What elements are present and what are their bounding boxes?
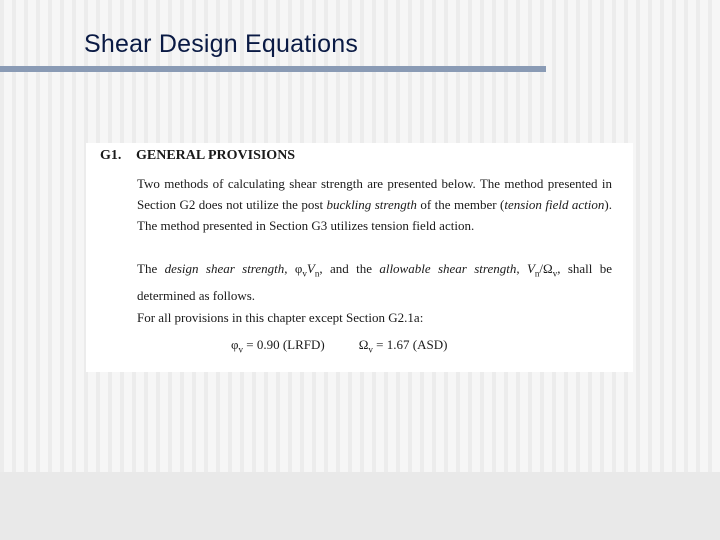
equations-row (231, 337, 447, 355)
section-title: GENERAL PROVISIONS (136, 148, 296, 163)
equation-expression: = 0.90 (LRFD) (243, 337, 325, 352)
paragraph-strengths (137, 258, 612, 306)
paragraph-scope: For all provisions in this chapter except Section G2.1a: (137, 310, 424, 325)
subscript: v (238, 344, 244, 355)
document-excerpt (86, 143, 633, 372)
text-run: , and the (319, 261, 380, 276)
subscript: n (534, 268, 540, 279)
equation-lrfd (231, 337, 325, 355)
text-run: , φ (284, 261, 303, 276)
subscript: v (302, 268, 307, 279)
text-run: of the member ( (416, 197, 505, 212)
footer-band (0, 472, 720, 540)
text-run: , shall be determined as follows. (137, 261, 612, 303)
subscript: v (368, 344, 373, 355)
italic-term: buckling strength (326, 197, 417, 212)
slide-title: Shear Design Equations (84, 30, 359, 58)
text-run: /Ω (539, 261, 553, 276)
subscript: n (314, 268, 320, 279)
equation-asd (358, 337, 448, 355)
italic-term: allowable shear strength (379, 261, 517, 276)
omega-symbol: Ω (358, 337, 369, 352)
paragraph-methods (137, 173, 612, 236)
text-run: Two methods of calculating shear strength are presented below. The method presented in Section G2 does not utilize the post (137, 176, 612, 212)
text-run: ). The method presented in Section G3 utilizes tension field action. (137, 197, 612, 233)
italic-term: tension field action (504, 197, 605, 212)
italic-term: design shear strength (164, 261, 285, 276)
text-run: The (137, 261, 165, 276)
phi-symbol: φ (231, 337, 239, 352)
text-run: , (516, 261, 527, 276)
section-heading (100, 148, 295, 164)
title-underline (0, 66, 546, 72)
section-number: G1. (100, 148, 122, 163)
variable: V (306, 261, 315, 276)
equation-expression: = 1.67 (ASD) (372, 337, 448, 352)
subscript: v (552, 268, 558, 279)
variable: V (526, 261, 535, 276)
